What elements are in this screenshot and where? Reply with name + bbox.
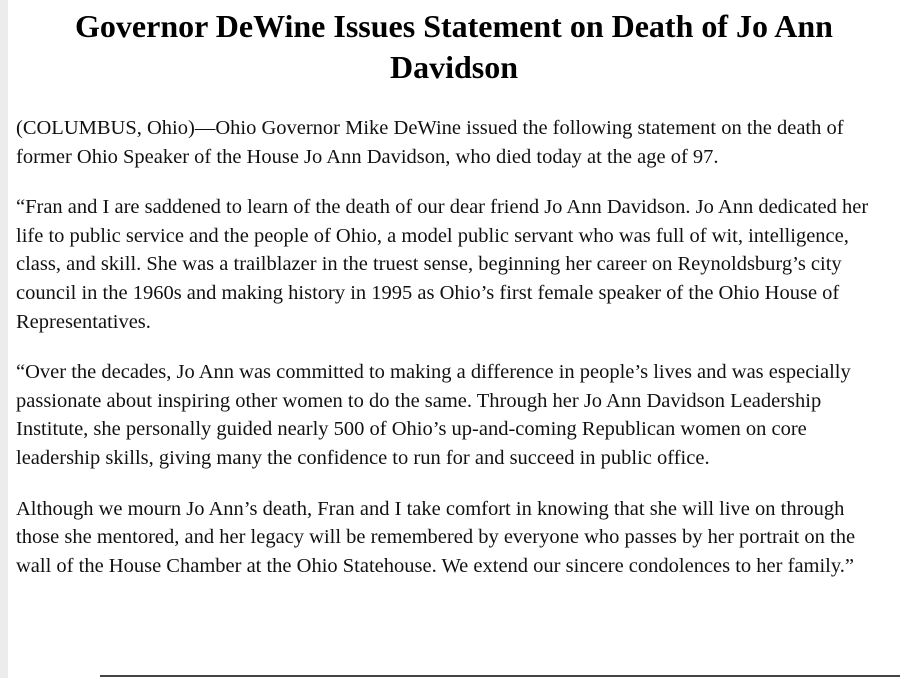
paragraph-intro: (COLUMBUS, Ohio)—Ohio Governor Mike DeWine issued the following statement on the death of former Ohio Speaker of the House Jo Ann Davidson, who died today at the age of 97. [16,117,844,168]
page-title: Governor DeWine Issues Statement on Death of Jo Ann Davidson [75,8,833,85]
press-release [16,6,892,580]
paragraph-quote-2: “Over the decades, Jo Ann was committed to making a difference in people’s lives and was especially passionate about inspiring other women to do the same. Through her Jo Ann Davidson Leadership Institute, she personally guided nearly 500 of Ohio’s up-and-coming Republican women on core leadership skills, giving many the confidence to run for and succeed in public office. [16,361,851,469]
paragraph-quote-1: “Fran and I are saddened to learn of the death of our dear friend Jo Ann Davidson. Jo Ann dedicated her life to public service and the people of Ohio, a model public servant who was full of wit, intelligence, class, and skill. She was a trailblazer in the truest sense, beginning her career on Reynoldsburg’s city council in the 1960s and making history in 1995 as Ohio’s first female speaker of the Ohio House of Representatives. [16,196,869,333]
left-margin-strip [0,0,8,678]
bottom-divider [100,675,900,677]
paragraph-quote-3: Although we mourn Jo Ann’s death, Fran and I take comfort in knowing that she will live on through those she mentored, and her legacy will be remembered by everyone who passes by her portrait on the wall of the House Chamber at the Ohio Statehouse. We extend our sincere condolences to her family.” [16,497,856,577]
